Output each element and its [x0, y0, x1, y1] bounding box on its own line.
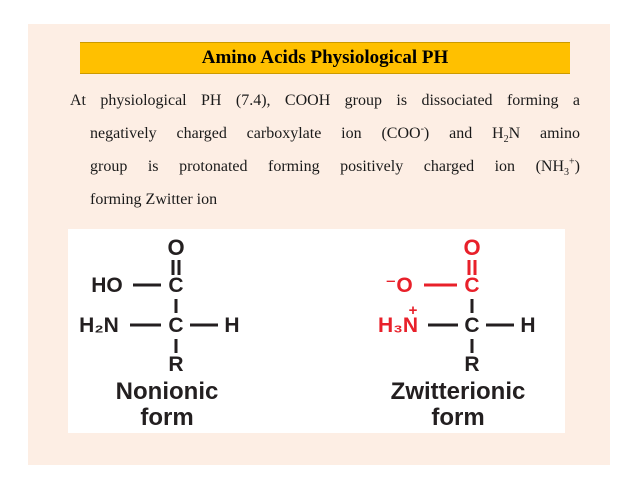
slide-title-text: Amino Acids Physiological PH	[201, 47, 449, 68]
line2-superscript: -	[420, 123, 424, 135]
zwitterionic-top-o: O	[463, 235, 481, 260]
paragraph-line-2	[70, 117, 580, 150]
zwitterionic-structure	[378, 235, 536, 431]
zwitterionic-r: R	[464, 353, 480, 376]
structure-diagram	[68, 229, 565, 433]
paragraph-line-4: forming Zwitter ion	[90, 191, 218, 208]
nonionic-ho: HO	[91, 274, 123, 297]
nonionic-c-mid: C	[168, 314, 184, 337]
paragraph-line-1: At physiological PH (7.4), COOH group is dissociated forming a	[70, 92, 580, 109]
line2-part-a: negatively charged carboxylate ion (COO	[90, 125, 421, 142]
zwitterionic-caption-2: form	[431, 404, 485, 431]
nonionic-caption-1: Nonionic	[115, 378, 219, 405]
zwitterionic-caption-1: Zwitterionic	[390, 378, 526, 405]
nonionic-structure	[79, 235, 239, 431]
line2-subscript: 2	[503, 134, 509, 146]
line2-part-b: ) and H	[423, 125, 504, 142]
zwitterionic-c-mid: C	[464, 314, 480, 337]
nonionic-c-top: C	[168, 274, 184, 297]
line3-superscript: +	[569, 156, 575, 168]
nonionic-top-o: O	[167, 235, 185, 260]
zwitterionic-h3n: H₃N	[377, 314, 419, 337]
paragraph-line-3	[70, 150, 580, 183]
nonionic-h: H	[224, 314, 240, 337]
zwitterionic-minus-o: ⁻O	[385, 274, 413, 297]
nonionic-caption-2: form	[140, 404, 194, 431]
line2-part-c: N amino	[508, 125, 581, 142]
zwitterionic-c-top: C	[464, 274, 480, 297]
nonionic-r: R	[168, 353, 184, 376]
structure-figure	[68, 229, 565, 433]
line3-subscript: 3	[564, 167, 570, 179]
line3-part-b: )	[574, 158, 580, 175]
zwitterionic-plus: +	[408, 302, 418, 319]
nonionic-h2n: H₂N	[79, 314, 119, 337]
line3-part-a: group is protonated forming positively charged ion (NH	[90, 158, 565, 175]
body-paragraph	[70, 84, 580, 216]
zwitterionic-h: H	[520, 314, 536, 337]
slide-title	[80, 42, 570, 74]
